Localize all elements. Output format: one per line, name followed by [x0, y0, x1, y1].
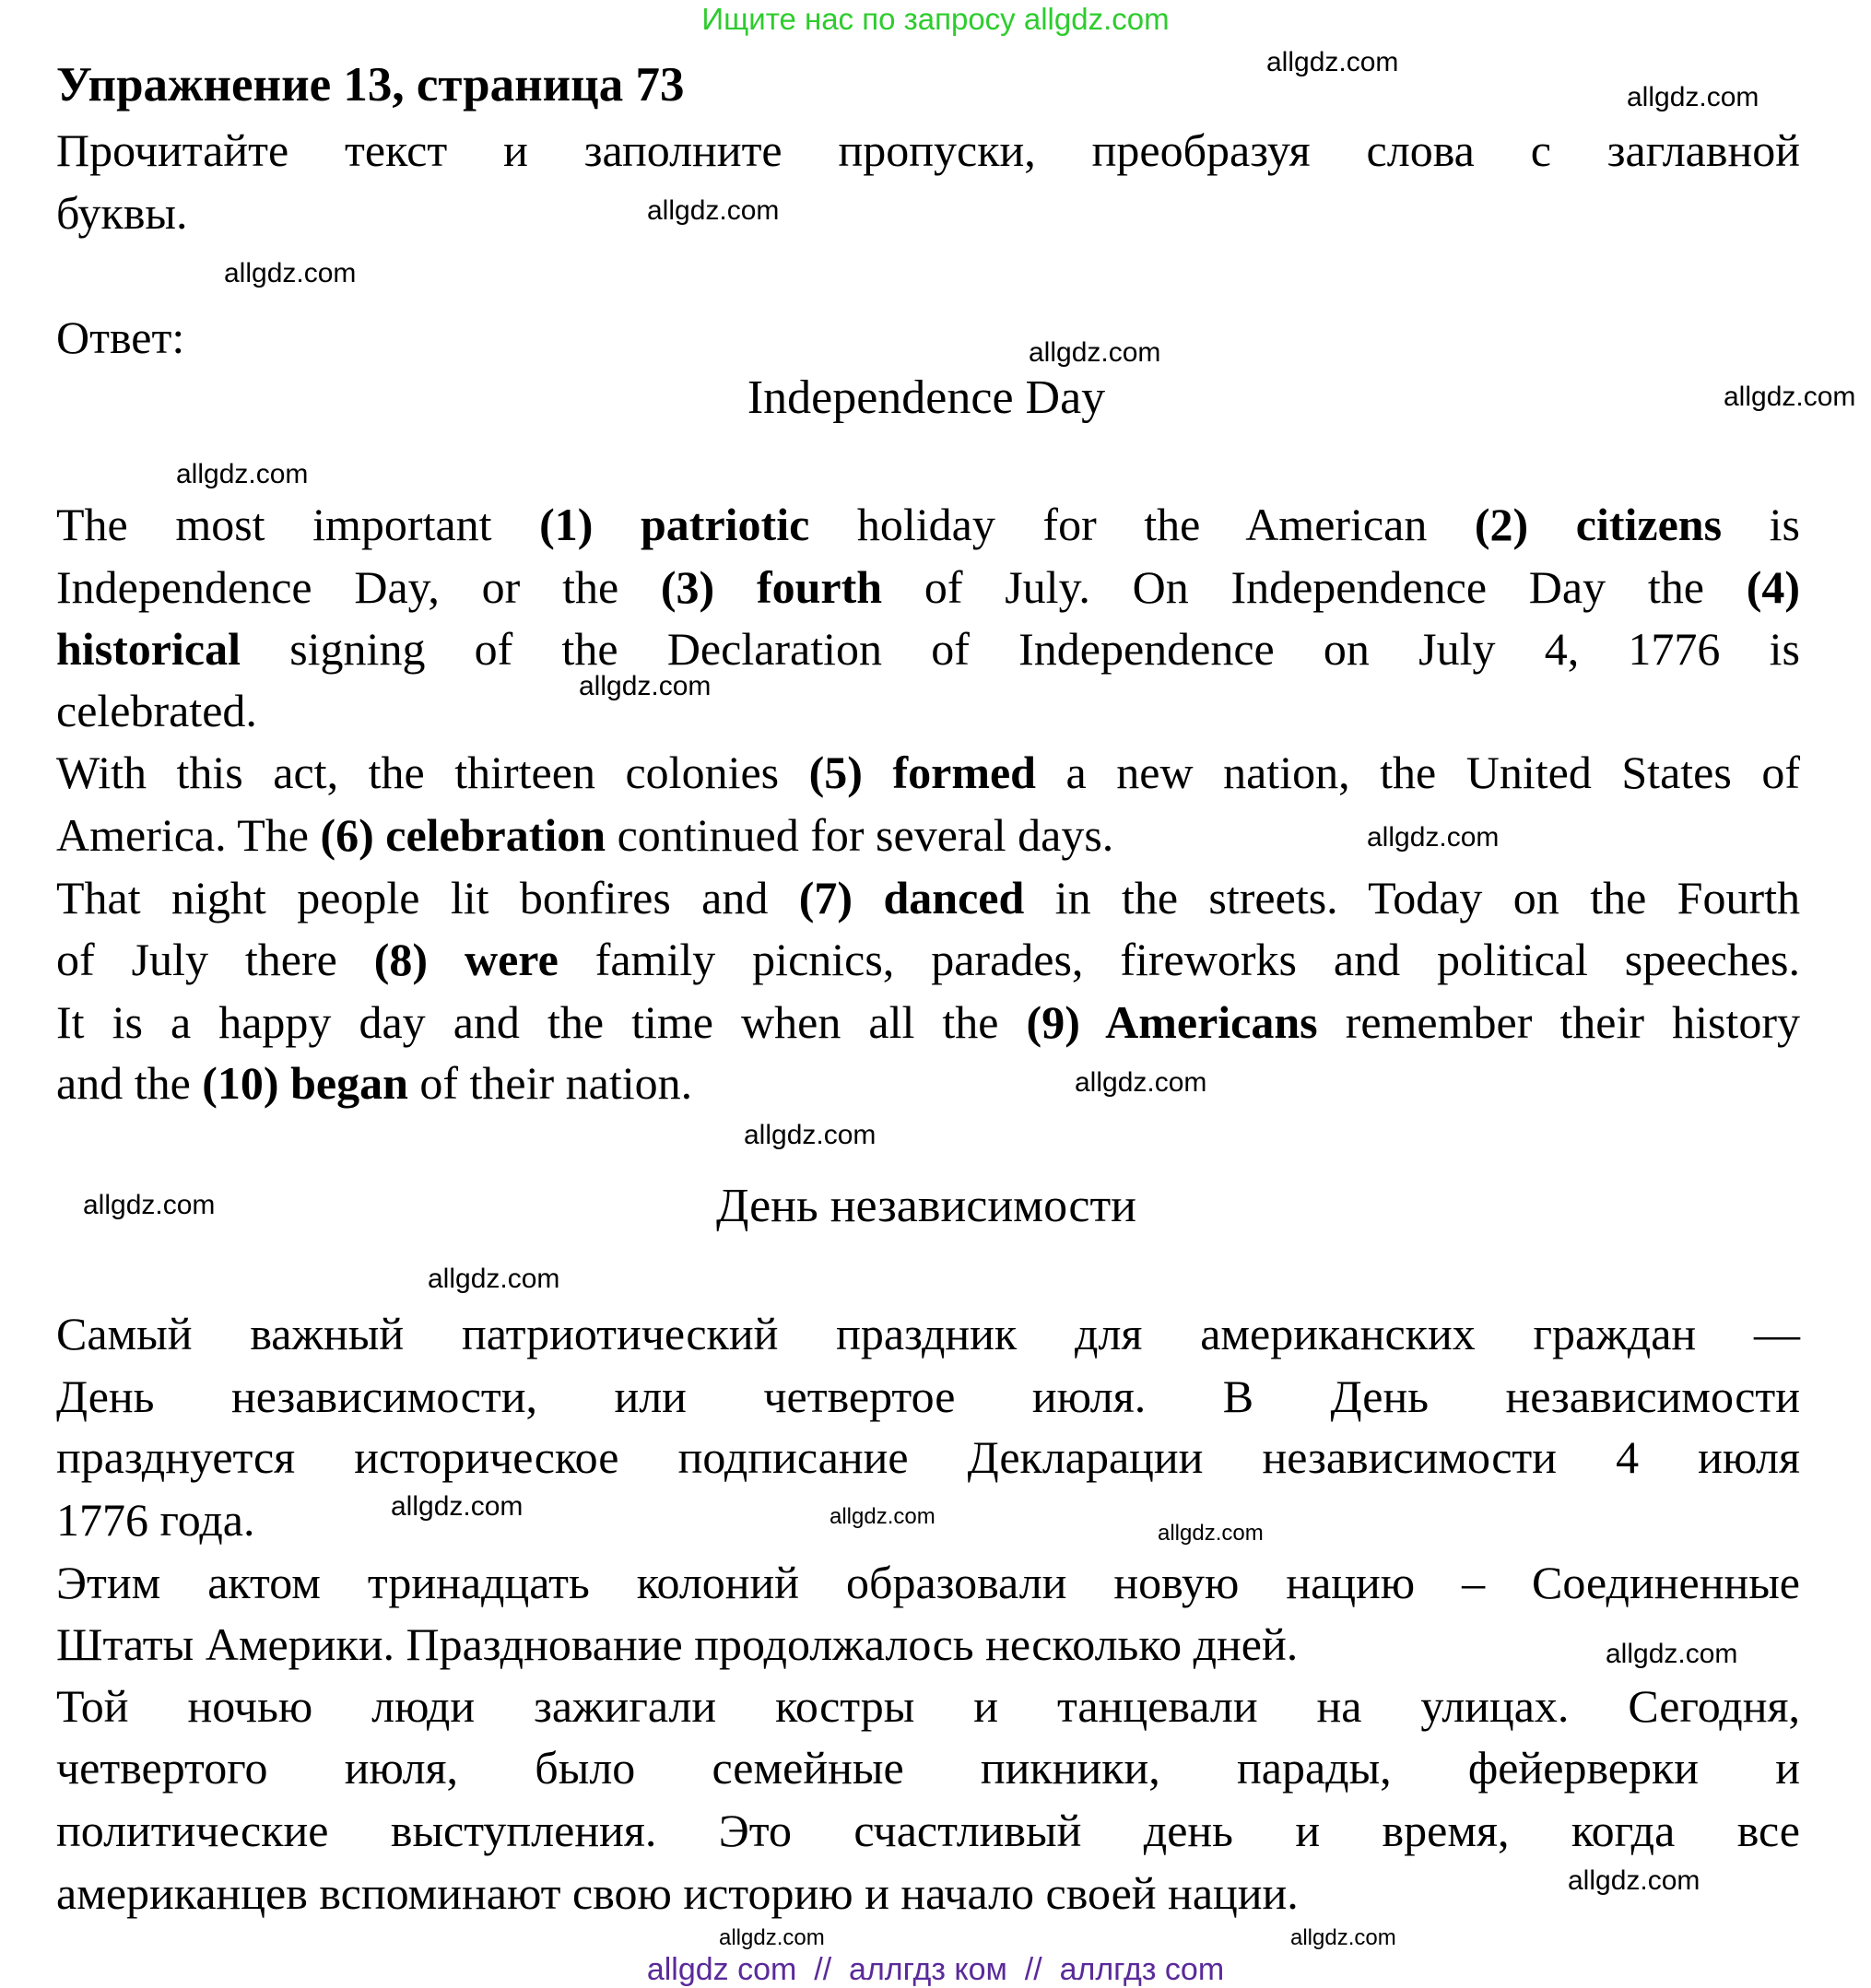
watermark: allgdz.com: [1290, 1925, 1396, 1950]
text-segment: буквы.: [56, 187, 188, 239]
answer-word: (6) celebration: [320, 809, 606, 861]
text-line: [56, 1492, 254, 1547]
text-segment: holiday for the American: [809, 499, 1475, 550]
text-segment: of their nation.: [407, 1057, 693, 1109]
watermark: allgdz.com: [1568, 1865, 1700, 1896]
text-segment: четвертого июля, было семейные пикники, парады, фейерверки и: [56, 1742, 1800, 1794]
answer-word: (10) began: [202, 1057, 408, 1109]
text-segment: signing of the Declaration of Independence on July 4, 1776 is: [240, 623, 1800, 675]
watermark: allgdz.com: [579, 671, 712, 701]
text-segment: of July there: [56, 934, 374, 985]
text-line: [56, 994, 1800, 1050]
text-segment: Той ночью люди зажигали костры и танцевали на улицах. Сегодня,: [56, 1680, 1800, 1732]
text-segment: of July. On Independence Day the: [882, 561, 1747, 613]
answer-word: (7) danced: [798, 872, 1025, 923]
text-segment: празднуется историческое подписание Декларации независимости 4 июля: [56, 1431, 1800, 1483]
text-segment: политические выступления. Это счастливый день и время, когда все: [56, 1805, 1800, 1856]
text-line: [56, 870, 1800, 925]
watermark: allgdz.com: [744, 1120, 877, 1150]
text-line: [56, 621, 1800, 676]
answer-word: (9) Americans: [1026, 996, 1318, 1048]
answer-word: (2) citizens: [1474, 499, 1723, 550]
text-line: [56, 1555, 1800, 1610]
answer-word: (3) fourth: [660, 561, 883, 613]
watermark: allgdz.com: [1724, 382, 1856, 412]
watermark: allgdz.com: [1158, 1521, 1264, 1546]
watermark: allgdz.com: [1029, 337, 1161, 368]
text-segment: Этим актом тринадцать колоний образовали новую нацию – Соединенные: [56, 1557, 1800, 1608]
watermark: allgdz.com: [830, 1504, 936, 1529]
answer-word: (4): [1746, 561, 1800, 613]
text-segment: family picnics, parades, fireworks and political speeches.: [558, 934, 1800, 985]
text-segment: is: [1722, 499, 1800, 550]
text-segment: continued for several days.: [606, 809, 1114, 861]
text-line: [56, 1803, 1800, 1858]
english-title: Independence Day: [747, 371, 1106, 424]
text-segment: and the: [56, 1057, 203, 1109]
text-segment: America. The: [56, 809, 321, 861]
answer-word: (8) were: [373, 934, 559, 985]
watermark: allgdz.com: [1075, 1067, 1207, 1098]
text-segment: Штаты Америки. Празднование продолжалось несколько дней.: [56, 1618, 1299, 1670]
watermark: allgdz.com: [1266, 47, 1399, 77]
text-line: [56, 123, 1800, 178]
watermark: allgdz.com: [647, 195, 780, 226]
search-banner: Ищите нас по запросу allgdz.com: [701, 2, 1170, 36]
watermark: allgdz.com: [719, 1925, 825, 1950]
text-segment: The most important: [56, 499, 540, 550]
text-segment: in the streets. Today on the Fourth: [1024, 872, 1801, 923]
text-line: [56, 807, 1113, 863]
answer-word: (5) formed: [808, 747, 1036, 798]
watermark: allgdz.com: [428, 1264, 560, 1294]
answer-word: (1) patriotic: [539, 499, 810, 550]
text-line: [56, 683, 257, 738]
text-segment: That night people lit bonfires and: [56, 872, 799, 923]
watermark: allgdz.com: [1627, 82, 1759, 112]
watermark: allgdz.com: [176, 459, 309, 489]
text-line: [56, 1678, 1800, 1734]
text-segment: Прочитайте текст и заполните пропуски, преобразуя слова с заглавной: [56, 124, 1800, 176]
watermark: allgdz.com: [1367, 822, 1500, 853]
answer-label: Ответ:: [56, 312, 185, 363]
text-segment: celebrated.: [56, 685, 257, 736]
watermark: allgdz.com: [1606, 1639, 1738, 1669]
text-line: [56, 1055, 692, 1111]
text-segment: Independence Day, or the: [56, 561, 661, 613]
text-line: [56, 932, 1800, 987]
text-line: [56, 497, 1800, 552]
page-title: Упражнение 13, страница 73: [56, 58, 685, 112]
text-segment: Самый важный патриотический праздник для американских граждан —: [56, 1308, 1800, 1359]
watermark: allgdz.com: [83, 1190, 216, 1220]
text-segment: 1776 года.: [56, 1494, 255, 1546]
text-segment: remember their history: [1317, 996, 1800, 1048]
text-segment: With this act, the thirteen colonies: [56, 747, 809, 798]
text-segment: a new nation, the United States of: [1036, 747, 1800, 798]
text-line: [56, 1617, 1298, 1672]
text-line: [56, 1306, 1800, 1361]
text-segment: американцев вспоминают свою историю и начало своей нации.: [56, 1867, 1299, 1919]
text-segment: День независимости, или четвертое июля. В День независимости: [56, 1370, 1800, 1422]
watermark: allgdz.com: [224, 258, 357, 288]
footer-links: allgdz com // аллгдз ком // аллгдз com: [646, 1952, 1225, 1987]
text-line: [56, 1865, 1299, 1921]
text-line: [56, 185, 188, 241]
text-line: [56, 559, 1800, 615]
text-line: [56, 745, 1800, 800]
answer-word: historical: [56, 623, 241, 675]
text-segment: It is a happy day and the time when all the: [56, 996, 1027, 1048]
text-line: [56, 1740, 1800, 1795]
text-line: [56, 1429, 1800, 1485]
text-line: [56, 1369, 1800, 1424]
russian-title: День независимости: [715, 1180, 1137, 1232]
watermark: allgdz.com: [391, 1491, 524, 1522]
